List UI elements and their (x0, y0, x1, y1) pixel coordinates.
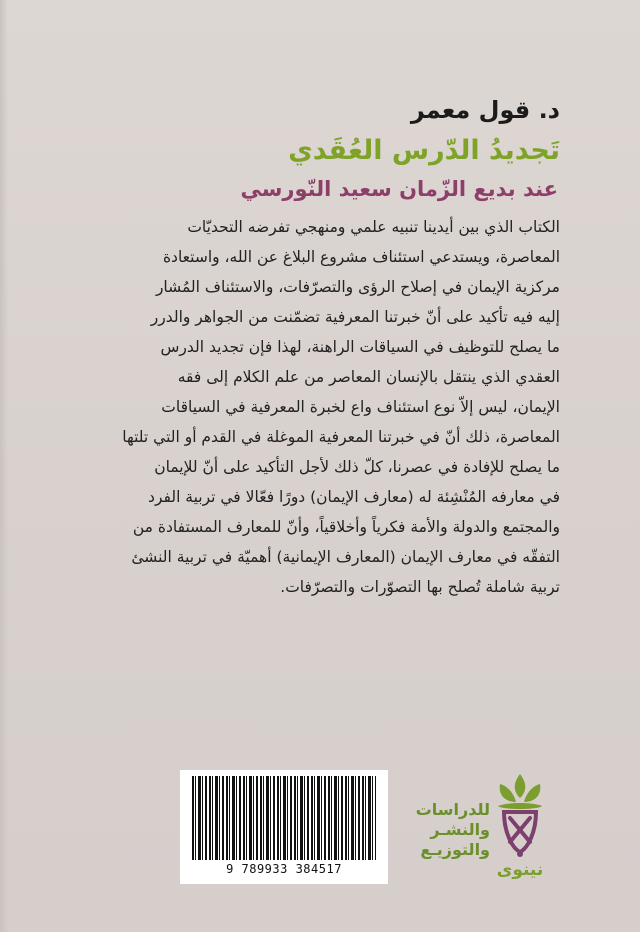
publisher-name: نينوى (496, 860, 544, 880)
publisher-logo (488, 768, 552, 888)
blurb-text (80, 212, 560, 602)
publisher-block (400, 768, 552, 888)
publisher-tagline-line: والتوزيـع (420, 840, 490, 859)
publisher-tagline-line: للدراسات (415, 800, 490, 819)
book-title: تَجديدُ الدّرس العُقَدي (288, 135, 560, 166)
blurb-line: الإيمان، ليس إلاّ نوع استئناف واع لخبرة المعرفية في السياقات (161, 398, 560, 416)
blurb-line: والمجتمع والدولة والأمة فكرياً وأخلاقياً، وأنّ للمعارف المستفادة من (132, 518, 560, 536)
publisher-emblem-icon (488, 768, 552, 860)
blurb-line: المعاصرة، ذلك أنّ في خبرتنا المعرفية الموغلة في القدم أو التي تلتها (122, 428, 560, 446)
publisher-tagline-line: والنشـر (430, 820, 490, 839)
blurb-line: ما يصلح للإفادة في عصرنا، كلّ ذلك لأجل التأكيد على أنّ للإيمان (154, 458, 560, 476)
blurb-line: مركزية الإيمان في إصلاح الرؤى والتصرّفات، والاستئناف المُشار (155, 278, 560, 296)
blurb-line: الكتاب الذي بين أيدينا تنبيه علمي ومنهجي تفرضه التحديّات (187, 218, 560, 236)
author-name: د. قول معمر (410, 96, 560, 124)
book-subtitle: عند بديع الزّمان سعيد النّورسي (240, 177, 558, 201)
blurb-line: التفقّه في معارف الإيمان (المعارف الإيمانية) أهميّة في تربية النشئ (131, 548, 560, 566)
isbn-number: 9 789933 384517 (226, 862, 342, 876)
publisher-tagline (395, 800, 490, 860)
barcode-bars (192, 776, 376, 860)
blurb-line: إليه فيه تأكيد على أنّ خبرتنا المعرفية تضمّنت من الجواهر والدرر (150, 308, 560, 326)
blurb-line: المعاصرة، ويستدعي استئناف مشروع البلاغ عن الله، واستعادة (162, 248, 560, 266)
blurb-line: ما يصلح للتوظيف في السياقات الراهنة، لهذا فإن تجديد الدرس (160, 338, 560, 356)
blurb-line: العقدي الذي ينتقل بالإنسان المعاصر من علم الكلام إلى فقه (177, 368, 560, 386)
blurb-line: تربية شاملة تُصلح بها التصوّرات والتصرّفات. (280, 578, 560, 596)
blurb-line: في معارفه المُنْشِئة له (معارف الإيمان) دورًا فعّالا في تربية الفرد (148, 488, 560, 506)
isbn-barcode (180, 770, 388, 884)
